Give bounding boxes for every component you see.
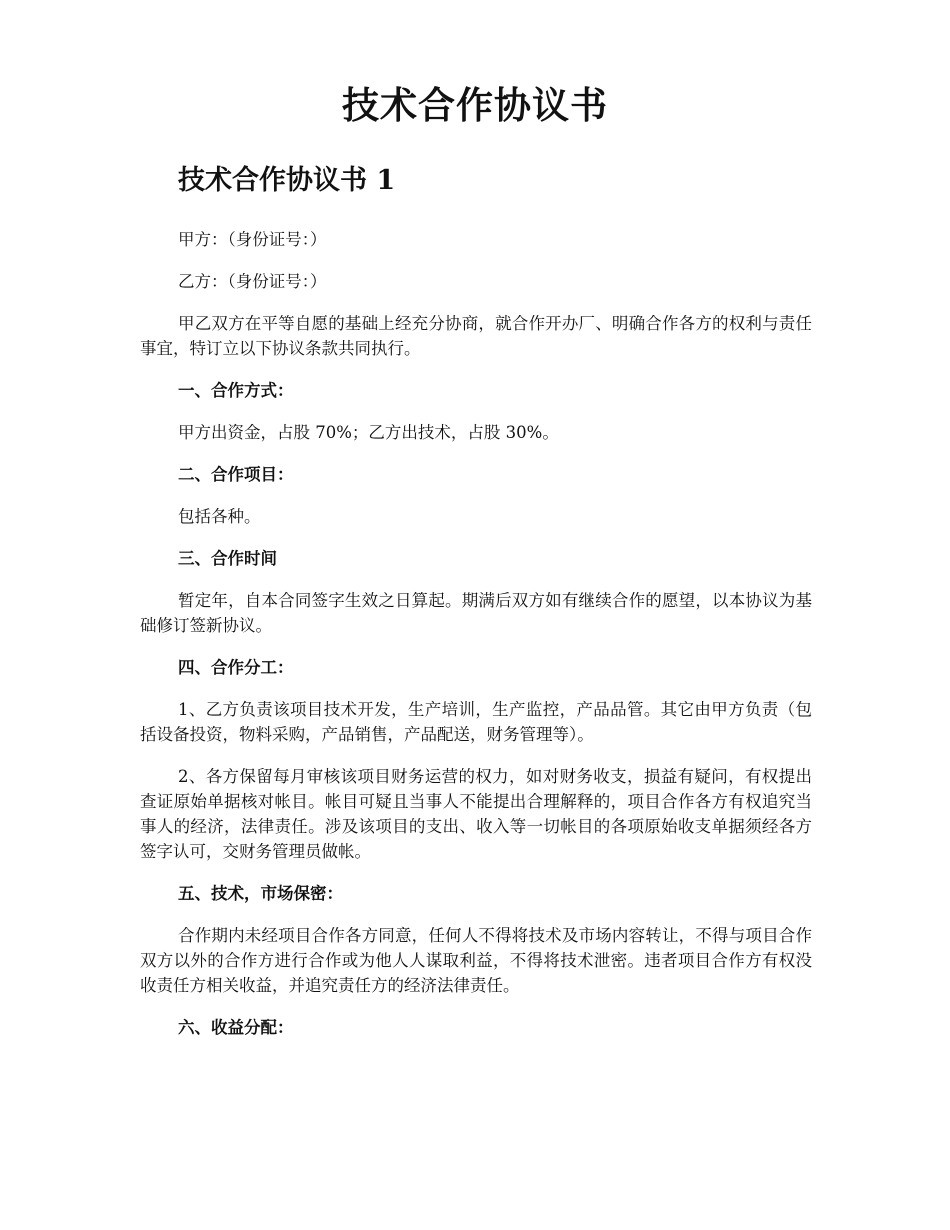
section-paragraph: 甲方出资金，占股 70%；乙方出技术，占股 30%。 <box>178 423 559 442</box>
section-paragraph: 2、各方保留每月审核该项目财务运营的权力，如对财务收支，损益有疑问，有权提出查证原始单据核对帐目。帐目可疑且当事人不能提出合理解释的，项目合作各方有权追究当事人的经济，法律责任。涉及该项目的支出、收入等一切帐目的各项原始收支单据须经各方签字认可，交财务管理员做帐。 <box>140 767 812 861</box>
section-heading-division-of-work: 四、合作分工： <box>178 658 294 677</box>
section-heading-cooperation-time: 三、合作时间 <box>178 549 277 568</box>
document-subtitle: 技术合作协议书 1 <box>178 165 396 196</box>
document-title: 技术合作协议书 <box>342 83 608 127</box>
section-heading-cooperation-project: 二、合作项目： <box>178 465 294 484</box>
party-b-line: 乙方：（身份证号：） <box>178 272 327 291</box>
section-paragraph: 暂定年，自本合同签字生效之日算起。期满后双方如有继续合作的愿望，以本协议为基础修订签新协议。 <box>140 591 812 635</box>
document-body <box>140 227 812 1040</box>
section-heading-profit-distribution: 六、收益分配： <box>178 1018 294 1037</box>
section-heading-cooperation-method: 一、合作方式： <box>178 381 294 400</box>
section-heading-confidentiality: 五、技术，市场保密： <box>178 884 343 903</box>
section-paragraph: 1、乙方负责该项目技术开发，生产培训，生产监控，产品品管。其它由甲方负责（包括设备投资，物料采购，产品销售，产品配送，财务管理等）。 <box>140 700 812 744</box>
party-a-line: 甲方：（身份证号：） <box>178 230 327 249</box>
section-paragraph: 包括各种。 <box>178 507 261 526</box>
section-paragraph: 合作期内未经项目合作各方同意，任何人不得将技术及市场内容转让，不得与项目合作双方以外的合作方进行合作或为他人人谋取利益，不得将技术泄密。违者项目合作方有权没收责任方相关收益，并追究责任方的经济法律责任。 <box>140 926 812 995</box>
intro-paragraph: 甲乙双方在平等自愿的基础上经充分协商，就合作开办厂、明确合作各方的权利与责任事宜，特订立以下协议条款共同执行。 <box>140 314 812 358</box>
